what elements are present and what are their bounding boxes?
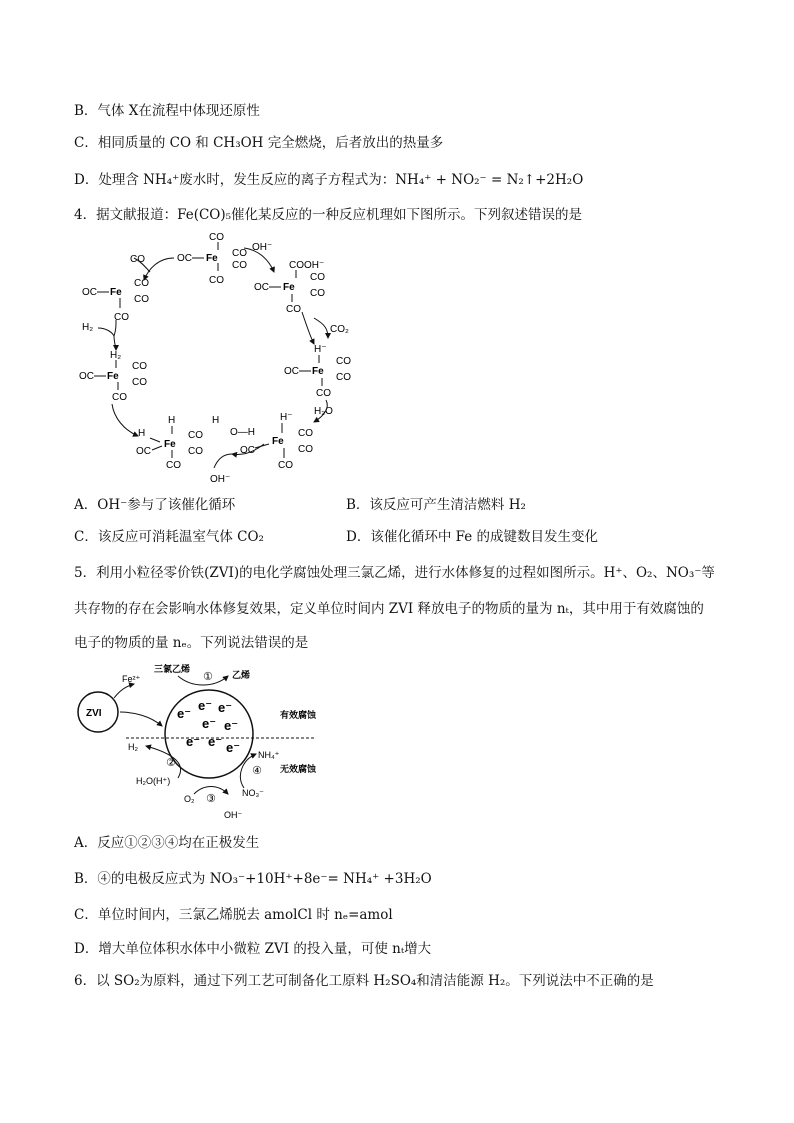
q5-stem-line3: 电子的物质的量 nₑ。下列说法错误的是: [74, 635, 309, 651]
co-label: CO: [232, 260, 247, 271]
q4-option-a: A．OH⁻参与了该催化循环: [74, 497, 236, 513]
ethylene-label: 乙烯: [232, 670, 251, 680]
co-label: CO: [132, 377, 147, 388]
co-label: CO: [278, 460, 293, 471]
cooh-label: COOH⁻: [289, 260, 325, 271]
co-label: CO: [134, 294, 149, 305]
oc-label: OC: [284, 366, 299, 377]
q3-option-c: C．相同质量的 CO 和 CH₃OH 完全燃烧，后者放出的热量多: [74, 135, 444, 151]
fe-label: Fe: [283, 282, 295, 293]
reaction-3-label: ③: [206, 793, 216, 805]
q6-stem: 6．以 SO₂为原料，通过下列工艺可制备化工原料 H₂SO₄和清洁能源 H₂。下列说法中不正确的是: [74, 973, 654, 989]
ineffective-label: 无效腐蚀: [280, 764, 317, 774]
co-label: CO: [114, 312, 129, 323]
reaction-2-label: ②: [166, 757, 176, 769]
co-label: CO: [232, 248, 247, 259]
svg-text:e⁻: e⁻: [226, 740, 241, 755]
co-label: CO: [166, 460, 181, 471]
tce-label: 三氯乙烯: [154, 664, 191, 674]
h2-label: H₂: [128, 742, 138, 752]
h2o-label: H₂O(H⁺): [136, 776, 171, 786]
svg-text:e⁻: e⁻: [218, 700, 233, 715]
fe-label: Fe: [107, 371, 119, 382]
q5-stem-line1: 5．利用小粒径零价铁(ZVI)的电化学腐蚀处理三氯乙烯，进行水体修复的过程如图所示。H⁺、O₂、NO₃⁻等: [74, 565, 715, 581]
co-label: CO: [298, 428, 313, 439]
fe-dihydride-complex: [136, 415, 203, 471]
fe-hydride-water-complex: [240, 412, 313, 471]
co-label: CO: [310, 288, 325, 299]
h-label: H: [138, 428, 146, 439]
fe-hydride-complex: [284, 344, 351, 399]
fe-label: Fe: [110, 287, 122, 298]
reaction-4-label: ④: [252, 765, 262, 777]
h-label: H: [212, 415, 220, 426]
co-label: CO: [188, 446, 203, 457]
q4-stem: 4．据文献报道：Fe(CO)₅催化某反应的一种反应机理如下图所示。下列叙述错误的是: [74, 207, 583, 223]
co-label: CO: [209, 275, 224, 286]
co-label: CO: [316, 388, 331, 399]
q4-option-b: B．该反应可产生清洁燃料 H₂: [346, 497, 526, 513]
co-label: CO: [310, 272, 325, 283]
svg-text:e⁻: e⁻: [224, 718, 239, 733]
oh-minus-label: OH⁻: [210, 474, 231, 485]
oh-bond-label: O—H: [230, 427, 255, 438]
fe-cooh-complex: [252, 242, 325, 315]
oc-label: OC: [136, 446, 151, 457]
oh-minus-label: OH⁻: [252, 242, 273, 253]
co-label: CO: [132, 361, 147, 372]
co-label: CO: [112, 392, 127, 403]
co-label: CO: [209, 232, 224, 243]
zvi-label: ZVI: [86, 708, 102, 719]
oc-label: OC: [254, 282, 269, 293]
nh4-label: NH₄⁺: [258, 750, 280, 760]
fe-label: Fe: [272, 436, 284, 447]
fe-label: Fe: [312, 366, 324, 377]
svg-text:e⁻: e⁻: [208, 734, 223, 749]
fe-label: Fe: [164, 439, 176, 450]
svg-text:e⁻: e⁻: [177, 706, 192, 721]
q5-option-a: A．反应①②③④均在正极发生: [74, 835, 260, 851]
o2-label: O₂: [184, 794, 195, 804]
h-minus-label: H⁻: [280, 412, 293, 423]
oc-label: OC: [79, 371, 94, 382]
oc-label: OC: [177, 253, 192, 264]
zvi-corrosion-diagram: [74, 660, 334, 822]
h2o-label: H₂O: [314, 406, 333, 417]
h2-label: H₂: [82, 322, 94, 333]
h2-label: H₂: [110, 350, 122, 361]
no3-label: NO₃⁻: [242, 788, 264, 798]
oh-label: OH⁻: [224, 810, 243, 820]
h-minus-label: H⁻: [314, 344, 327, 355]
co2-label: CO₂: [330, 324, 349, 335]
svg-text:e⁻: e⁻: [202, 716, 217, 731]
co-label: CO: [130, 254, 145, 265]
h-label: H: [168, 415, 176, 426]
effective-label: 有效腐蚀: [280, 710, 317, 720]
fe-h2-complex: [79, 350, 147, 403]
fe2-label: Fe²⁺: [122, 674, 141, 684]
reaction-1-label: ①: [203, 671, 213, 683]
q3-option-b: B．气体 X在流程中体现还原性: [74, 103, 260, 119]
q5-option-d: D．增大单位体积水体中小微粒 ZVI 的投入量，可使 nₜ增大: [74, 941, 432, 957]
co-label: CO: [336, 372, 351, 383]
fe-co5-complex: [177, 232, 247, 286]
oc-label: OC: [82, 287, 97, 298]
q5-stem-line2: 共存物的存在会影响水体修复效果，定义单位时间内 ZVI 释放电子的物质的量为 nₜ，其中用于有效腐蚀的: [74, 601, 704, 617]
co-label: CO: [134, 278, 149, 289]
q4-option-c: C．该反应可消耗温室气体 CO₂: [74, 529, 264, 545]
co-label: CO: [188, 430, 203, 441]
co-label: CO: [286, 304, 301, 315]
fe-co4-complex: [82, 254, 149, 323]
co-label: CO: [298, 444, 313, 455]
q4-option-d: D．该催化循环中 Fe 的成键数目发生变化: [346, 529, 599, 545]
svg-text:e⁻: e⁻: [198, 698, 213, 713]
q5-option-b: B．④的电极反应式为 NO₃⁻+10H⁺+8e⁻= NH₄⁺ +3H₂O: [74, 871, 432, 887]
oc-label: OC: [240, 445, 255, 456]
q3-option-d: D．处理含 NH₄⁺废水时，发生反应的离子方程式为：NH₄⁺ + NO₂⁻ = N₂↑+2H₂O: [74, 172, 584, 188]
fe-label: Fe: [206, 253, 218, 264]
svg-text:e⁻: e⁻: [186, 734, 201, 749]
catalytic-cycle-diagram: [74, 228, 374, 490]
q5-option-c: C．单位时间内，三氯乙烯脱去 amolCl 时 nₑ=amol: [74, 907, 393, 923]
co-label: CO: [336, 356, 351, 367]
